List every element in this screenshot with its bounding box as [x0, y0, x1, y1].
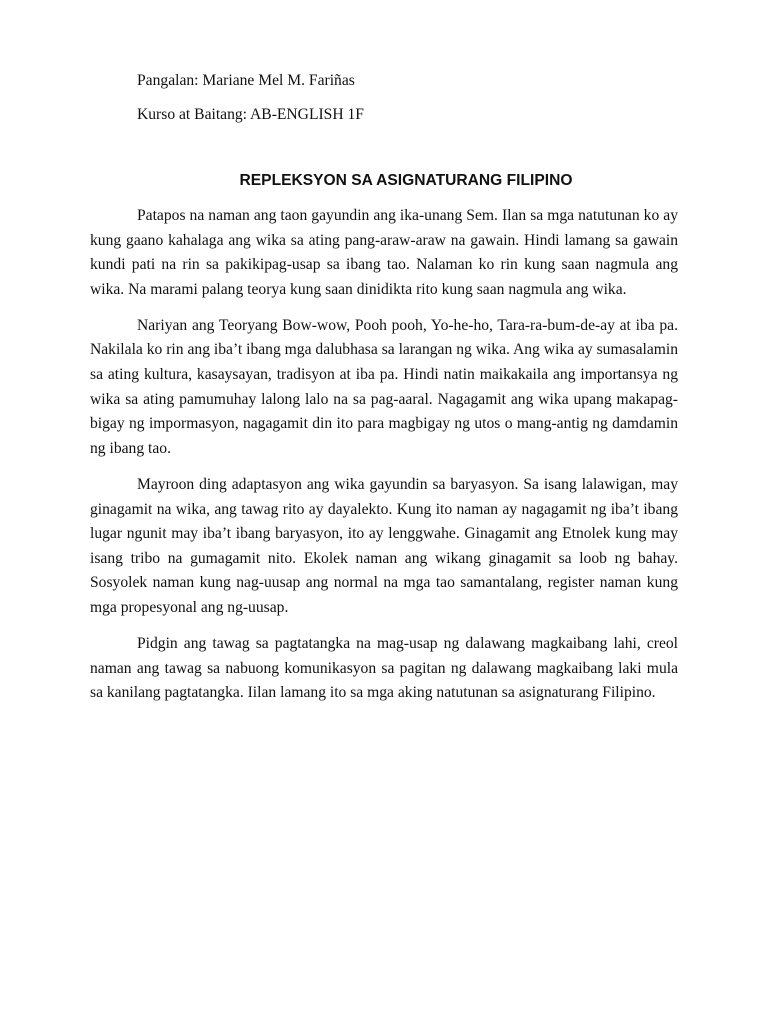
paragraph: Mayroon ding adaptasyon ang wika gayundin sa baryasyon. Sa isang lalawigan, may ginagamit na wika, ang tawag rito ay dayalekto. Kung ito naman ay nagagamit ng iba’t ibang lugar ngunit may iba’t ibang baryasyon, ito ay lenggwahe. Ginagamit ang Etnolek kung may isang tribo na gumagamit nito. Ekolek naman ang wikang ginagamit sa loob ng bahay. Sosyolek naman kung nag-uusap ang normal na mga tao samantalang, register naman kung mga propesyonal ang ng-uusap. — [90, 475, 678, 616]
document-body — [90, 204, 678, 717]
document-title: REPLEKSYON SA ASIGNATURANG FILIPINO — [239, 172, 573, 189]
paragraph: Patapos na naman ang taon gayundin ang ika-unang Sem. Ilan sa mga natutunan ko ay kung gaano kahalaga ang wika sa ating pang-araw-araw na gawain. Hindi lamang sa gawain kundi pati na rin sa pakikipag-usap sa ibang tao. Nalaman ko rin kung saan nagmula ang wika. Na marami palang teorya kung saan dinidikta rito kung saan nagmula ang wika. — [90, 207, 678, 298]
paragraph: Pidgin ang tawag sa pagtatangka na mag-usap ng dalawang magkaibang lahi, creol naman ang tawag sa nabuong komunikasyon sa pagitan ng dalawang magkaibang laki mula sa kanilang pagtatangka. Iilan lamang ito sa mga aking natutunan sa asignaturang Filipino. — [90, 635, 678, 702]
student-name-line: Pangalan: Mariane Mel M. Fariñas — [137, 72, 355, 89]
course-year-line: Kurso at Baitang: AB-ENGLISH 1F — [137, 106, 364, 123]
paragraph: Nariyan ang Teoryang Bow-wow, Pooh pooh, Yo-he-ho, Tara-ra-bum-de-ay at iba pa. Nakilala ko rin ang iba’t ibang mga dalubhasa sa larangan ng wika. Ang wika ay sumasalamin sa ating kultura, kasaysayan, tradisyon at iba pa. Hindi natin maikakaila ang importansya ng wika sa ating pamumuhay lalong lalo na sa pag-aaral. Nagagamit ang wika upang makapag-bigay ng impormasyon, nagagamit din ito para magbigay ng utos o mang-antig ng damdamin ng ibang tao. — [90, 316, 678, 457]
